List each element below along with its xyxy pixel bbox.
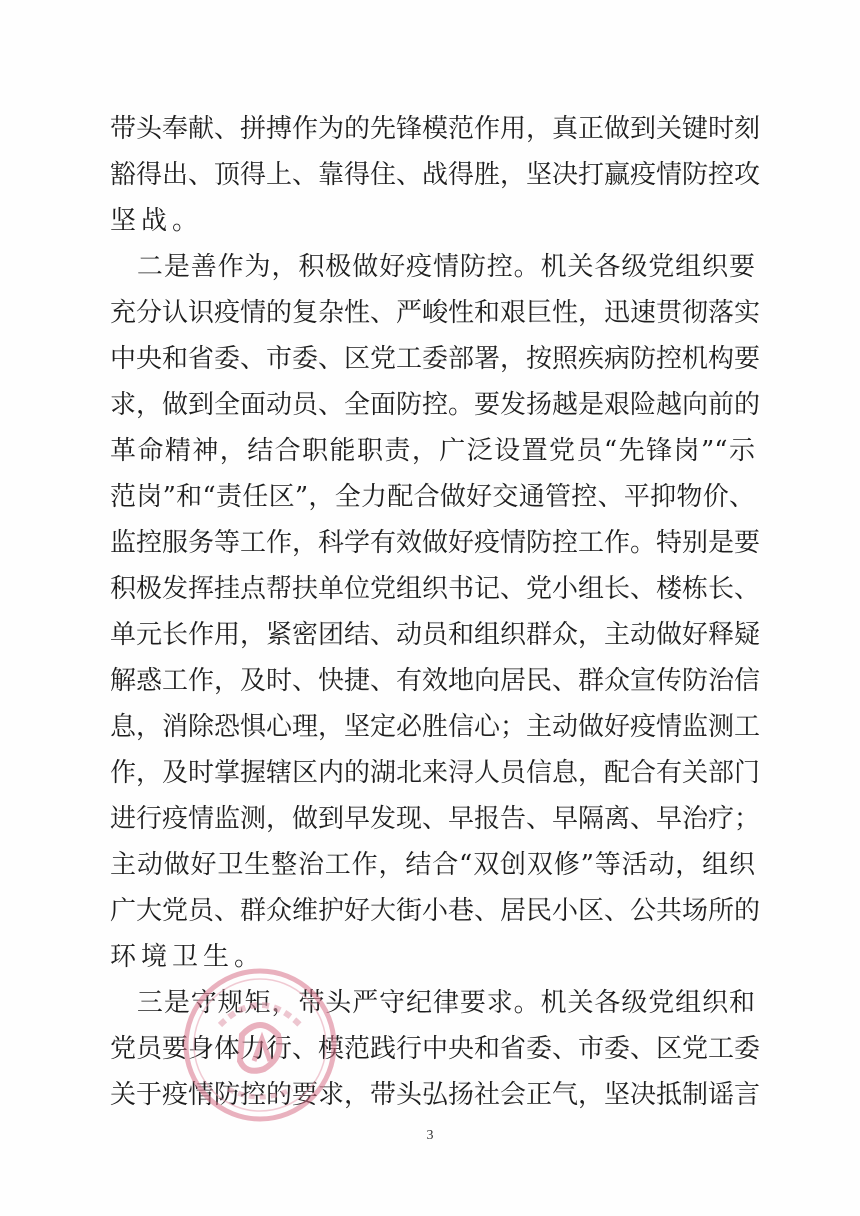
text-line: 豁得出、顶得上、靠得住、战得胜，坚决打赢疫情防控攻 bbox=[110, 160, 761, 190]
text-line: 二是善作为，积极做好疫情防控。机关各级党组织要 bbox=[110, 252, 755, 282]
text-line: 监控服务等工作，科学有效做好疫情防控工作。特别是要 bbox=[110, 528, 761, 558]
text-line: 坚战。 bbox=[110, 206, 204, 236]
text-line: 革命精神，结合职能职责，广泛设置党员“先锋岗”“示 bbox=[110, 436, 755, 466]
text-line: 党员要身体力行、模范践行中央和省委、市委、区党工委 bbox=[110, 1034, 761, 1064]
text-line: 单元长作用，紧密团结、动员和组织群众，主动做好释疑 bbox=[110, 620, 761, 650]
page-number: 3 bbox=[426, 1128, 434, 1143]
text-line: 范岗”和“责任区”，全力配合做好交通管控、平抑物价、 bbox=[110, 482, 755, 512]
text-line: 充分认识疫情的复杂性、严峻性和艰巨性，迅速贯彻落实 bbox=[110, 298, 761, 328]
text-line: 三是守规矩，带头严守纪律要求。机关各级党组织和 bbox=[110, 988, 755, 1018]
text-line: 关于疫情防控的要求，带头弘扬社会正气，坚决抵制谣言 bbox=[110, 1080, 761, 1110]
text-line: 带头奉献、拼搏作为的先锋模范作用，真正做到关键时刻 bbox=[110, 114, 761, 144]
text-line: 广大党员、群众维护好大街小巷、居民小区、公共场所的 bbox=[110, 896, 761, 926]
text-line: 作，及时掌握辖区内的湖北来浔人员信息，配合有关部门 bbox=[110, 758, 761, 788]
text-line: 解惑工作，及时、快捷、有效地向居民、群众宣传防治信 bbox=[110, 666, 761, 696]
text-line: 主动做好卫生整治工作，结合“双创双修”等活动，组织 bbox=[110, 850, 755, 880]
text-line: 进行疫情监测，做到早发现、早报告、早隔离、早治疗； bbox=[110, 804, 761, 834]
text-line: 中央和省委、市委、区党工委部署，按照疾病防控机构要 bbox=[110, 344, 761, 374]
text-line: 环境卫生。 bbox=[110, 942, 266, 972]
text-line: 积极发挥挂点帮扶单位党组织书记、党小组长、楼栋长、 bbox=[110, 574, 761, 604]
text-line: 息，消除恐惧心理，坚定必胜信心；主动做好疫情监测工 bbox=[110, 712, 761, 742]
text-line: 求，做到全面动员、全面防控。要发扬越是艰险越向前的 bbox=[110, 390, 761, 420]
